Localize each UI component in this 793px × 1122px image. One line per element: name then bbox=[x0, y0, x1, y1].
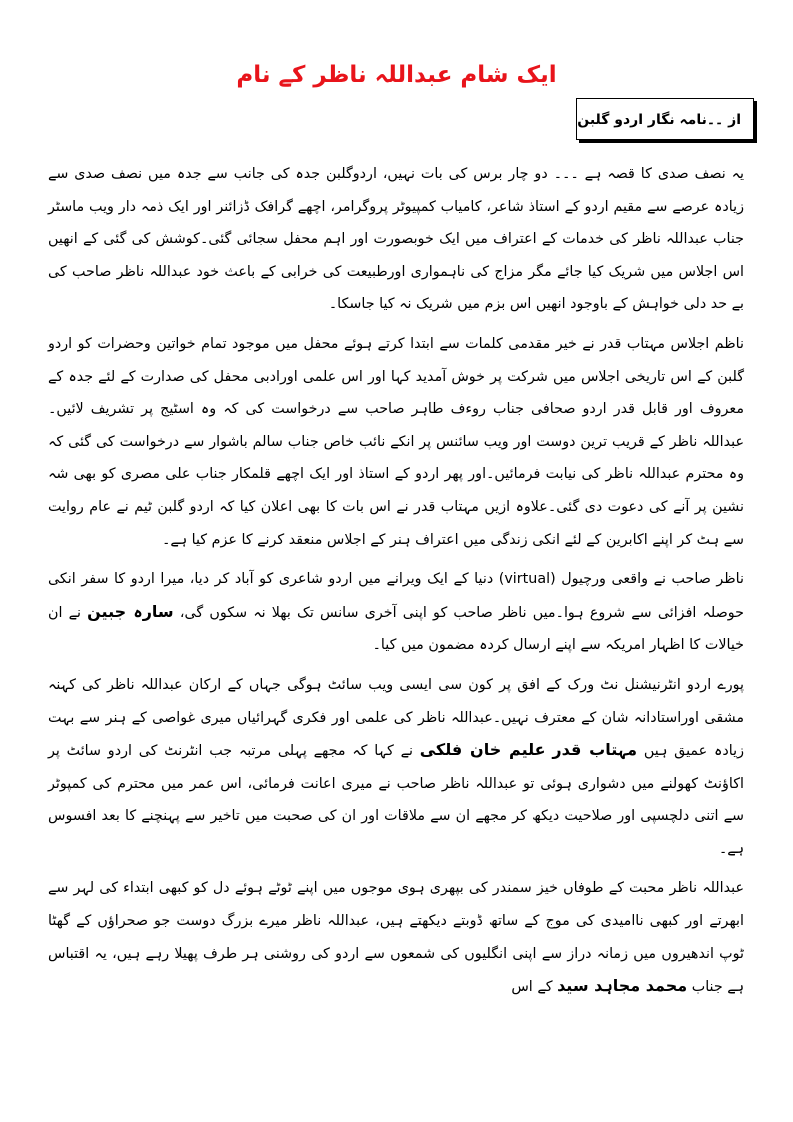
paragraph-text: پورے اردو انٹرنیشنل نٹ ورک کے افق پر کون سی ایسی ویب سائٹ ہوگی جہاں کے ارکان عبداللہ ناظر کی کہنہ مشقی اوراستادانہ شان کے معترف نہیں۔عبداللہ ناظر کی علمی اور فکری گہرائیاں میری غواصی کے ہنر سے بہت زیادہ عمیق ہیں bbox=[48, 676, 744, 760]
paragraph-text: نے کہا کہ مجھے پہلی مرتبہ جب انٹرنٹ کی اردو سائٹ پر اکاؤنٹ کھولنے میں دشواری ہوئی تو عبداللہ ناظر صاحب نے میری اعانت فرمائی، اس عمر میں محترم کی کمپوٹر سے اتنی دلچسپی اور صلاحیت دیکھ کر مجھے ان سے ملاقات اور ان کی صحبت میں تاخیر سے پہنچنے کا بعد افسوس ہے۔ bbox=[48, 743, 744, 857]
paragraph bbox=[48, 669, 744, 866]
article-title: ایک شام عبداللہ ناظر کے نام bbox=[236, 62, 557, 88]
paragraph-text: کے اس bbox=[511, 979, 558, 996]
article-body bbox=[48, 158, 744, 1004]
paragraph-text: یہ نصف صدی کا قصہ ہے ۔۔۔ دو چار برس کی بات نہیں، اردوگلبن جدہ کی جانب سے جدہ میں نصف صدی سے زیادہ عرصے سے مقیم اردو کے استاذ شاعر، کامیاب کمپیوٹر پروگرامر، اچھے گرافک ڈزائنر اور ایک ذمہ دار ویب ماسٹر جناب عبداللہ ناظر کی خدمات کے اعتراف میں ایک خوبصورت اور اہم محفل سجائی گئی۔کوشش کی گئی کے انھیں اس اجلاس میں شریک کیا جائے مگر مزاج کی ناہمواری اورطبیعت کی خرابی کے باعث خود عبداللہ ناظر صاحب کی بے حد دلی خواہش کے باوجود انھیں اس بزم میں شریک نہ کیا جاسکا۔ bbox=[48, 166, 744, 313]
paragraph bbox=[48, 563, 744, 662]
person-name: سارہ جبین bbox=[87, 601, 174, 621]
paragraph-text: نے ان خیالات کا اظہار امریکہ سے اپنے ارسال کردہ مضمون میں کیا۔ bbox=[48, 604, 744, 654]
paragraph-text: عبداللہ ناظر محبت کے طوفاں خیز سمندر کی بپھری ہوی موجوں میں اپنے ٹوٹے ہوئے دل کو کبھی ابتداء کی لہر سے ابھرتے اور کبھی ناامیدی کی موج کے ساتھ ڈوبتے دیکھتے ہیں، عبداللہ ناظر میرے بزرگ دوست جو صحراؤں کے گھٹا ٹوپ اندھیروں میں زمانہ دراز سے اپنی انگلیوں کی شمعوں سے اردو کی روشنی ہر طرف پھیلا رہے ہیں، یہ اقتباس ہے جناب bbox=[48, 880, 744, 996]
author-byline: از ۔۔نامہ نگار اردو گلبن bbox=[577, 112, 741, 128]
paragraph-text: ناظم اجلاس مہتاب قدر نے خیر مقدمی کلمات سے ابتدا کرتے ہوئے محفل میں موجود تمام خواتین وحضرات کو اردو گلبن کے اس تاریخی اجلاس میں شرکت پر خوش آمدید کہا اور اس علمی اورادبی محفل کی صدارت کے لئے جدہ کے معروف اور قابل قدر اردو صحافی جناب روءف طاہر صاحب سے درخواست کی کہ وہ اسٹیج پر تشریف لائیں۔ عبداللہ ناظر کے قریب ترین دوست اور ویب سائنس پر انکے نائب خاص جناب سالم باشوار سے درخواست کی گئی کہ وہ محترم عبداللہ ناظر کی نیابت فرمائیں۔اور پھر اردو کے استاذ اور ایک اچھے قلمکار جناب علی مصری کو بھی شہ نشین پر آنے کی دعوت دی گئی۔علاوہ ازیں مہتاب قدر نے اس بات کا بھی اعلان کیا کہ اردو گلبن ٹیم نے عام روایت سے ہٹ کر اپنے اکابرین کے لئے انکی زندگی میں اعتراف ہنر کے اجلاس منعقد کرنے کا عزم کیا ہے۔ bbox=[48, 335, 744, 548]
paragraph-text: ناظر صاحب نے واقعی ورچیول (virtual) دنیا کے ایک ویرانے میں اردو شاعری کو آباد کر دیا، میرا اردو کا سفر انکی حوصلہ افزائی سے شروع ہوا۔میں ناظر صاحب کو اپنی آخری سانس تک بھلا نہ سکوں گی، bbox=[48, 571, 745, 621]
paragraph bbox=[48, 158, 744, 321]
author-byline-box bbox=[576, 98, 754, 140]
person-name: علیم خان فلکی bbox=[419, 740, 546, 760]
paragraph bbox=[48, 328, 744, 556]
person-name: محمد مجاہد سید bbox=[557, 976, 688, 996]
person-name: مہتاب قدر bbox=[552, 740, 638, 760]
paragraph bbox=[48, 872, 744, 1003]
